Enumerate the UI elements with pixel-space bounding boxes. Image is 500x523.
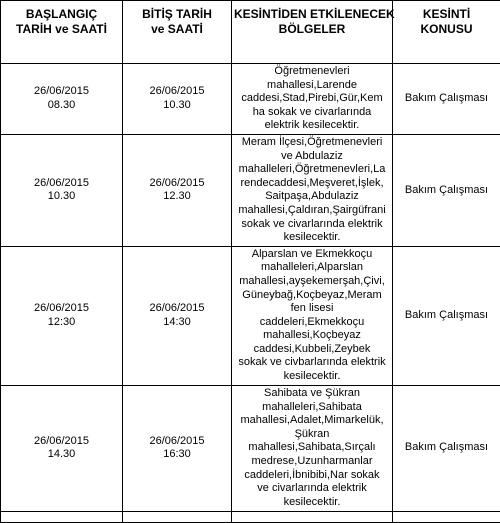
table-row [1,64,500,135]
table-body [1,64,500,523]
header-end-datetime [123,1,232,64]
end-time: 16:30 [125,448,229,462]
affected-areas-line: mahallesi,ayşekemerşah,Çivi, [235,275,389,289]
end-date: 26/06/2015 [125,435,229,449]
empty-cell [1,511,123,522]
affected-areas-cell [232,134,393,246]
affected-areas-line: mahallesi,Çaldıran,Şairgüfrani [235,204,389,218]
affected-areas-line: caddesi,Stad,Pirebi,Gür,Kem [235,92,389,106]
start-time: 14.30 [3,448,120,462]
table-header [1,1,500,64]
affected-areas-line: ve civarlarında elektrik [235,482,389,496]
affected-areas-line: kesilecektir. [235,370,389,384]
header-areas-line2: BÖLGELER [234,22,390,37]
outage-subject-cell [393,385,500,511]
empty-cell [232,511,393,522]
affected-areas-line: Şükran [235,428,389,442]
affected-areas-cell [232,385,393,511]
start-datetime-cell [1,385,123,511]
table-row [1,246,500,385]
outage-subject-cell [393,246,500,385]
affected-areas-line: elektrik kesilecektir. [235,119,389,133]
affected-areas-line: fen lisesi [235,302,389,316]
end-datetime-cell [123,246,232,385]
outage-subject-cell [393,64,500,135]
header-outage-subject [393,1,500,64]
end-datetime-cell [123,134,232,246]
start-date: 26/06/2015 [3,302,120,316]
affected-areas-line: caddeleri,İbnibibi,Nar sokak [235,469,389,483]
affected-areas-line: ha sokak ve civarlarında [235,106,389,120]
outage-subject: Bakım Çalışması [395,92,498,106]
table-row [1,385,500,511]
affected-areas-line: mahalleleri,Sahibata [235,401,389,415]
affected-areas-line: Alparslan ve Ekmekkoçu [235,248,389,262]
start-time: 12:30 [3,316,120,330]
end-time: 14:30 [125,316,229,330]
start-datetime-cell [1,246,123,385]
affected-areas-line: sokak ve civbarlarında elektrik [235,356,389,370]
outage-subject: Bakım Çalışması [395,441,498,455]
end-datetime-cell [123,385,232,511]
start-datetime-cell [1,134,123,246]
affected-areas-line: Sahibata ve Şükran [235,387,389,401]
outage-subject-cell [393,134,500,246]
affected-areas-line: Güneybağ,Koçbeyaz,Meram [235,289,389,303]
header-end-line1: BİTİŞ TARİH [125,7,229,22]
header-start-line2: TARİH ve SAATİ [3,22,120,37]
affected-areas-line: Meram İlçesi,Öğretmenevleri [235,136,389,150]
outage-subject: Bakım Çalışması [395,184,498,198]
affected-areas-line: kesilecektir. [235,496,389,510]
affected-areas-cell [232,64,393,135]
header-subject-line1: KESİNTİ [395,7,498,22]
start-time: 10.30 [3,190,120,204]
affected-areas-line: mahallesi,Adalet,Mimarkelük, [235,414,389,428]
affected-areas-line: mahallesi,Larende [235,79,389,93]
table-row [1,134,500,246]
start-date: 26/06/2015 [3,177,120,191]
affected-areas-cell [232,246,393,385]
table-row-empty [1,511,500,522]
header-end-line2: ve SAATİ [125,22,229,37]
header-affected-areas [232,1,393,64]
header-start-line1: BAŞLANGIÇ [3,7,120,22]
start-datetime-cell [1,64,123,135]
header-row [1,1,500,64]
end-date: 26/06/2015 [125,177,229,191]
empty-cell [123,511,232,522]
affected-areas-line: kesilecektir. [235,231,389,245]
end-date: 26/06/2015 [125,85,229,99]
start-date: 26/06/2015 [3,85,120,99]
end-date: 26/06/2015 [125,302,229,316]
affected-areas-line: sokak ve civarlarında elektrik [235,218,389,232]
start-time: 08.30 [3,99,120,113]
affected-areas-line: mahallesi,Sahibata,Sırçalı [235,441,389,455]
outage-subject: Bakım Çalışması [395,309,498,323]
header-areas-line1: KESİNTİDEN ETKİLENECEK [234,7,390,22]
affected-areas-line: caddesi,Kubbeli,Zeybek [235,343,389,357]
header-subject-line2: KONUSU [395,22,498,37]
start-date: 26/06/2015 [3,435,120,449]
empty-cell [393,511,500,522]
end-datetime-cell [123,64,232,135]
affected-areas-line: mahalleleri,Öğretmenevleri,La [235,163,389,177]
affected-areas-line: ve Abdulaziz [235,150,389,164]
affected-areas-line: Öğretmenevleri [235,65,389,79]
affected-areas-line: caddeleri,Ekmekkoçu [235,316,389,330]
affected-areas-line: rendecaddesi,Meşveret,İşlek, [235,177,389,191]
affected-areas-line: mahallesi,Koçbeyaz [235,329,389,343]
affected-areas-line: mahalleleri,Alparslan [235,261,389,275]
affected-areas-line: medrese,Uzunharmanlar [235,455,389,469]
end-time: 10.30 [125,99,229,113]
header-start-datetime [1,1,123,64]
affected-areas-line: Saitpaşa,Abdulaziz [235,190,389,204]
end-time: 12.30 [125,190,229,204]
